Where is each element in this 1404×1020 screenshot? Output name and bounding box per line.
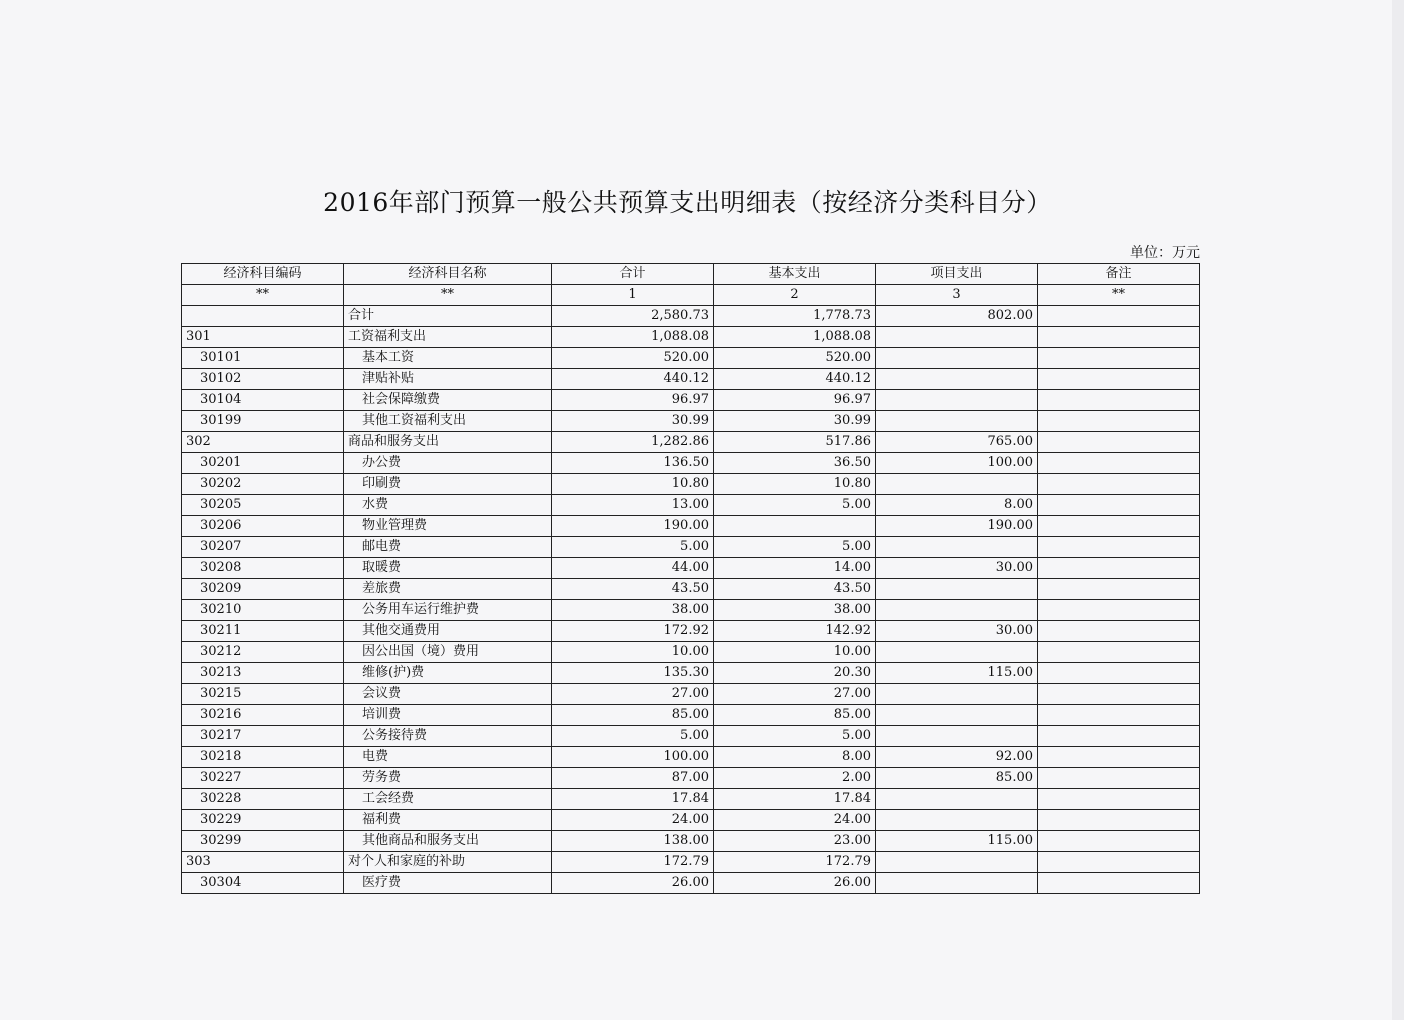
table-row [182,726,1200,747]
header-name: 经济科目名称 [344,264,552,285]
cell-note [1038,369,1200,390]
cell-name: 电费 [344,747,552,768]
table-row [182,852,1200,873]
table-row [182,789,1200,810]
cell-project [876,390,1038,411]
cell-note [1038,852,1200,873]
cell-basic: 24.00 [714,810,876,831]
cell-total: 44.00 [552,558,714,579]
cell-project [876,348,1038,369]
cell-note [1038,789,1200,810]
cell-code: 30229 [182,810,344,831]
header-note: 备注 [1038,264,1200,285]
table-row [182,411,1200,432]
cell-basic: 5.00 [714,495,876,516]
cell-name: 福利费 [344,810,552,831]
cell-note [1038,327,1200,348]
cell-project: 115.00 [876,663,1038,684]
cell-code: 303 [182,852,344,873]
cell-project [876,726,1038,747]
table-row [182,558,1200,579]
table-row [182,348,1200,369]
cell-name: 合计 [344,306,552,327]
cell-total: 190.00 [552,516,714,537]
cell-note [1038,726,1200,747]
cell-total: 138.00 [552,831,714,852]
header-code: 经济科目编码 [182,264,344,285]
cell-basic: 8.00 [714,747,876,768]
table-row [182,642,1200,663]
cell-total: 10.00 [552,642,714,663]
cell-code: 30104 [182,390,344,411]
cell-code: 30208 [182,558,344,579]
cell-total: 30.99 [552,411,714,432]
table-row [182,621,1200,642]
cell-total: 172.79 [552,852,714,873]
table-row [182,432,1200,453]
cell-name: 因公出国（境）费用 [344,642,552,663]
cell-project [876,642,1038,663]
cell-code: 30209 [182,579,344,600]
cell-total: 520.00 [552,348,714,369]
cell-project [876,789,1038,810]
cell-total: 5.00 [552,537,714,558]
cell-code: 30212 [182,642,344,663]
cell-total: 85.00 [552,705,714,726]
cell-note [1038,432,1200,453]
cell-basic: 517.86 [714,432,876,453]
document-title: 2016年部门预算一般公共预算支出明细表（按经济分类科目分） [323,188,1052,217]
cell-total: 13.00 [552,495,714,516]
cell-total: 136.50 [552,453,714,474]
cell-code: 30299 [182,831,344,852]
table-row [182,810,1200,831]
cell-code: 30215 [182,684,344,705]
cell-name: 劳务费 [344,768,552,789]
cell-name: 工资福利支出 [344,327,552,348]
table-row [182,663,1200,684]
cell-project: 85.00 [876,768,1038,789]
cell-note [1038,621,1200,642]
cell-total: 26.00 [552,873,714,894]
cell-basic: 26.00 [714,873,876,894]
cell-note [1038,831,1200,852]
cell-note [1038,453,1200,474]
cell-project: 115.00 [876,831,1038,852]
table-row [182,327,1200,348]
cell-basic: 27.00 [714,684,876,705]
cell-code: 30207 [182,537,344,558]
cell-total: 38.00 [552,600,714,621]
cell-name: 基本工资 [344,348,552,369]
cell-code: 30206 [182,516,344,537]
cell-basic: 14.00 [714,558,876,579]
cell-basic: 43.50 [714,579,876,600]
cell-code: 30218 [182,747,344,768]
header-project: 项目支出 [876,264,1038,285]
cell-project [876,411,1038,432]
cell-basic [714,516,876,537]
cell-note [1038,348,1200,369]
cell-total: 96.97 [552,390,714,411]
cell-total: 24.00 [552,810,714,831]
table-row [182,684,1200,705]
cell-project [876,873,1038,894]
cell-project: 100.00 [876,453,1038,474]
cell-note [1038,537,1200,558]
cell-note [1038,474,1200,495]
cell-basic: 2.00 [714,768,876,789]
cell-basic: 5.00 [714,726,876,747]
cell-name: 物业管理费 [344,516,552,537]
cell-project [876,474,1038,495]
cell-basic: 172.79 [714,852,876,873]
cell-code: 30210 [182,600,344,621]
cell-project: 92.00 [876,747,1038,768]
cell-project [876,600,1038,621]
cell-project: 8.00 [876,495,1038,516]
cell-name: 社会保障缴费 [344,390,552,411]
cell-project: 30.00 [876,621,1038,642]
cell-name: 维修(护)费 [344,663,552,684]
cell-note [1038,558,1200,579]
cell-project: 30.00 [876,558,1038,579]
cell-basic: 142.92 [714,621,876,642]
table-row [182,537,1200,558]
table-row [182,390,1200,411]
cell-name: 差旅费 [344,579,552,600]
index-code: ** [182,285,344,306]
cell-basic: 17.84 [714,789,876,810]
index-name: ** [344,285,552,306]
cell-total: 1,282.86 [552,432,714,453]
cell-code: 30101 [182,348,344,369]
budget-table [181,263,1200,894]
cell-code: 30216 [182,705,344,726]
cell-note [1038,390,1200,411]
index-note: ** [1038,285,1200,306]
cell-name: 办公费 [344,453,552,474]
cell-note [1038,873,1200,894]
cell-code [182,306,344,327]
cell-basic: 1,778.73 [714,306,876,327]
cell-name: 商品和服务支出 [344,432,552,453]
table-row [182,600,1200,621]
table-row [182,474,1200,495]
cell-basic: 10.80 [714,474,876,495]
cell-project [876,537,1038,558]
cell-name: 对个人和家庭的补助 [344,852,552,873]
cell-name: 水费 [344,495,552,516]
cell-name: 取暖费 [344,558,552,579]
index-basic: 2 [714,285,876,306]
cell-code: 30201 [182,453,344,474]
cell-project [876,579,1038,600]
cell-project: 802.00 [876,306,1038,327]
table-row [182,453,1200,474]
cell-code: 30102 [182,369,344,390]
cell-basic: 10.00 [714,642,876,663]
cell-basic: 1,088.08 [714,327,876,348]
table-row [182,873,1200,894]
cell-name: 其他商品和服务支出 [344,831,552,852]
cell-project [876,327,1038,348]
table-row [182,579,1200,600]
cell-code: 302 [182,432,344,453]
cell-total: 1,088.08 [552,327,714,348]
table-row [182,369,1200,390]
cell-basic: 20.30 [714,663,876,684]
cell-note [1038,600,1200,621]
cell-total: 87.00 [552,768,714,789]
cell-name: 津贴补贴 [344,369,552,390]
cell-basic: 36.50 [714,453,876,474]
cell-note [1038,642,1200,663]
cell-code: 30199 [182,411,344,432]
table-row [182,768,1200,789]
table-row [182,747,1200,768]
cell-name: 邮电费 [344,537,552,558]
cell-total: 2,580.73 [552,306,714,327]
cell-note [1038,411,1200,432]
cell-project: 190.00 [876,516,1038,537]
cell-project [876,852,1038,873]
cell-name: 培训费 [344,705,552,726]
index-row [182,285,1200,306]
cell-name: 公务接待费 [344,726,552,747]
cell-name: 公务用车运行维护费 [344,600,552,621]
cell-project: 765.00 [876,432,1038,453]
cell-code: 30211 [182,621,344,642]
table-row [182,705,1200,726]
cell-code: 30227 [182,768,344,789]
cell-note [1038,579,1200,600]
cell-note [1038,495,1200,516]
cell-note [1038,747,1200,768]
cell-total: 27.00 [552,684,714,705]
cell-total: 440.12 [552,369,714,390]
cell-basic: 96.97 [714,390,876,411]
cell-basic: 30.99 [714,411,876,432]
cell-code: 30205 [182,495,344,516]
header-row [182,264,1200,285]
table-row [182,516,1200,537]
cell-name: 会议费 [344,684,552,705]
cell-code: 30217 [182,726,344,747]
cell-note [1038,663,1200,684]
cell-basic: 5.00 [714,537,876,558]
cell-basic: 85.00 [714,705,876,726]
cell-project [876,810,1038,831]
cell-total: 43.50 [552,579,714,600]
cell-name: 工会经费 [344,789,552,810]
cell-total: 172.92 [552,621,714,642]
cell-project [876,705,1038,726]
cell-note [1038,684,1200,705]
cell-code: 30213 [182,663,344,684]
cell-project [876,684,1038,705]
cell-name: 医疗费 [344,873,552,894]
cell-name: 其他工资福利支出 [344,411,552,432]
table-row [182,306,1200,327]
cell-note [1038,306,1200,327]
scan-edge [1392,0,1404,1020]
cell-total: 10.80 [552,474,714,495]
cell-note [1038,516,1200,537]
table-row [182,831,1200,852]
cell-code: 30202 [182,474,344,495]
cell-project [876,369,1038,390]
cell-code: 30228 [182,789,344,810]
cell-total: 17.84 [552,789,714,810]
cell-name: 印刷费 [344,474,552,495]
index-project: 3 [876,285,1038,306]
cell-code: 30304 [182,873,344,894]
cell-name: 其他交通费用 [344,621,552,642]
index-total: 1 [552,285,714,306]
cell-total: 100.00 [552,747,714,768]
cell-note [1038,768,1200,789]
table-row [182,495,1200,516]
cell-basic: 23.00 [714,831,876,852]
cell-code: 301 [182,327,344,348]
cell-total: 5.00 [552,726,714,747]
cell-note [1038,810,1200,831]
cell-note [1038,705,1200,726]
cell-basic: 440.12 [714,369,876,390]
cell-total: 135.30 [552,663,714,684]
unit-label: 单位：万元 [1130,245,1200,261]
cell-basic: 38.00 [714,600,876,621]
cell-basic: 520.00 [714,348,876,369]
header-basic: 基本支出 [714,264,876,285]
header-total: 合计 [552,264,714,285]
